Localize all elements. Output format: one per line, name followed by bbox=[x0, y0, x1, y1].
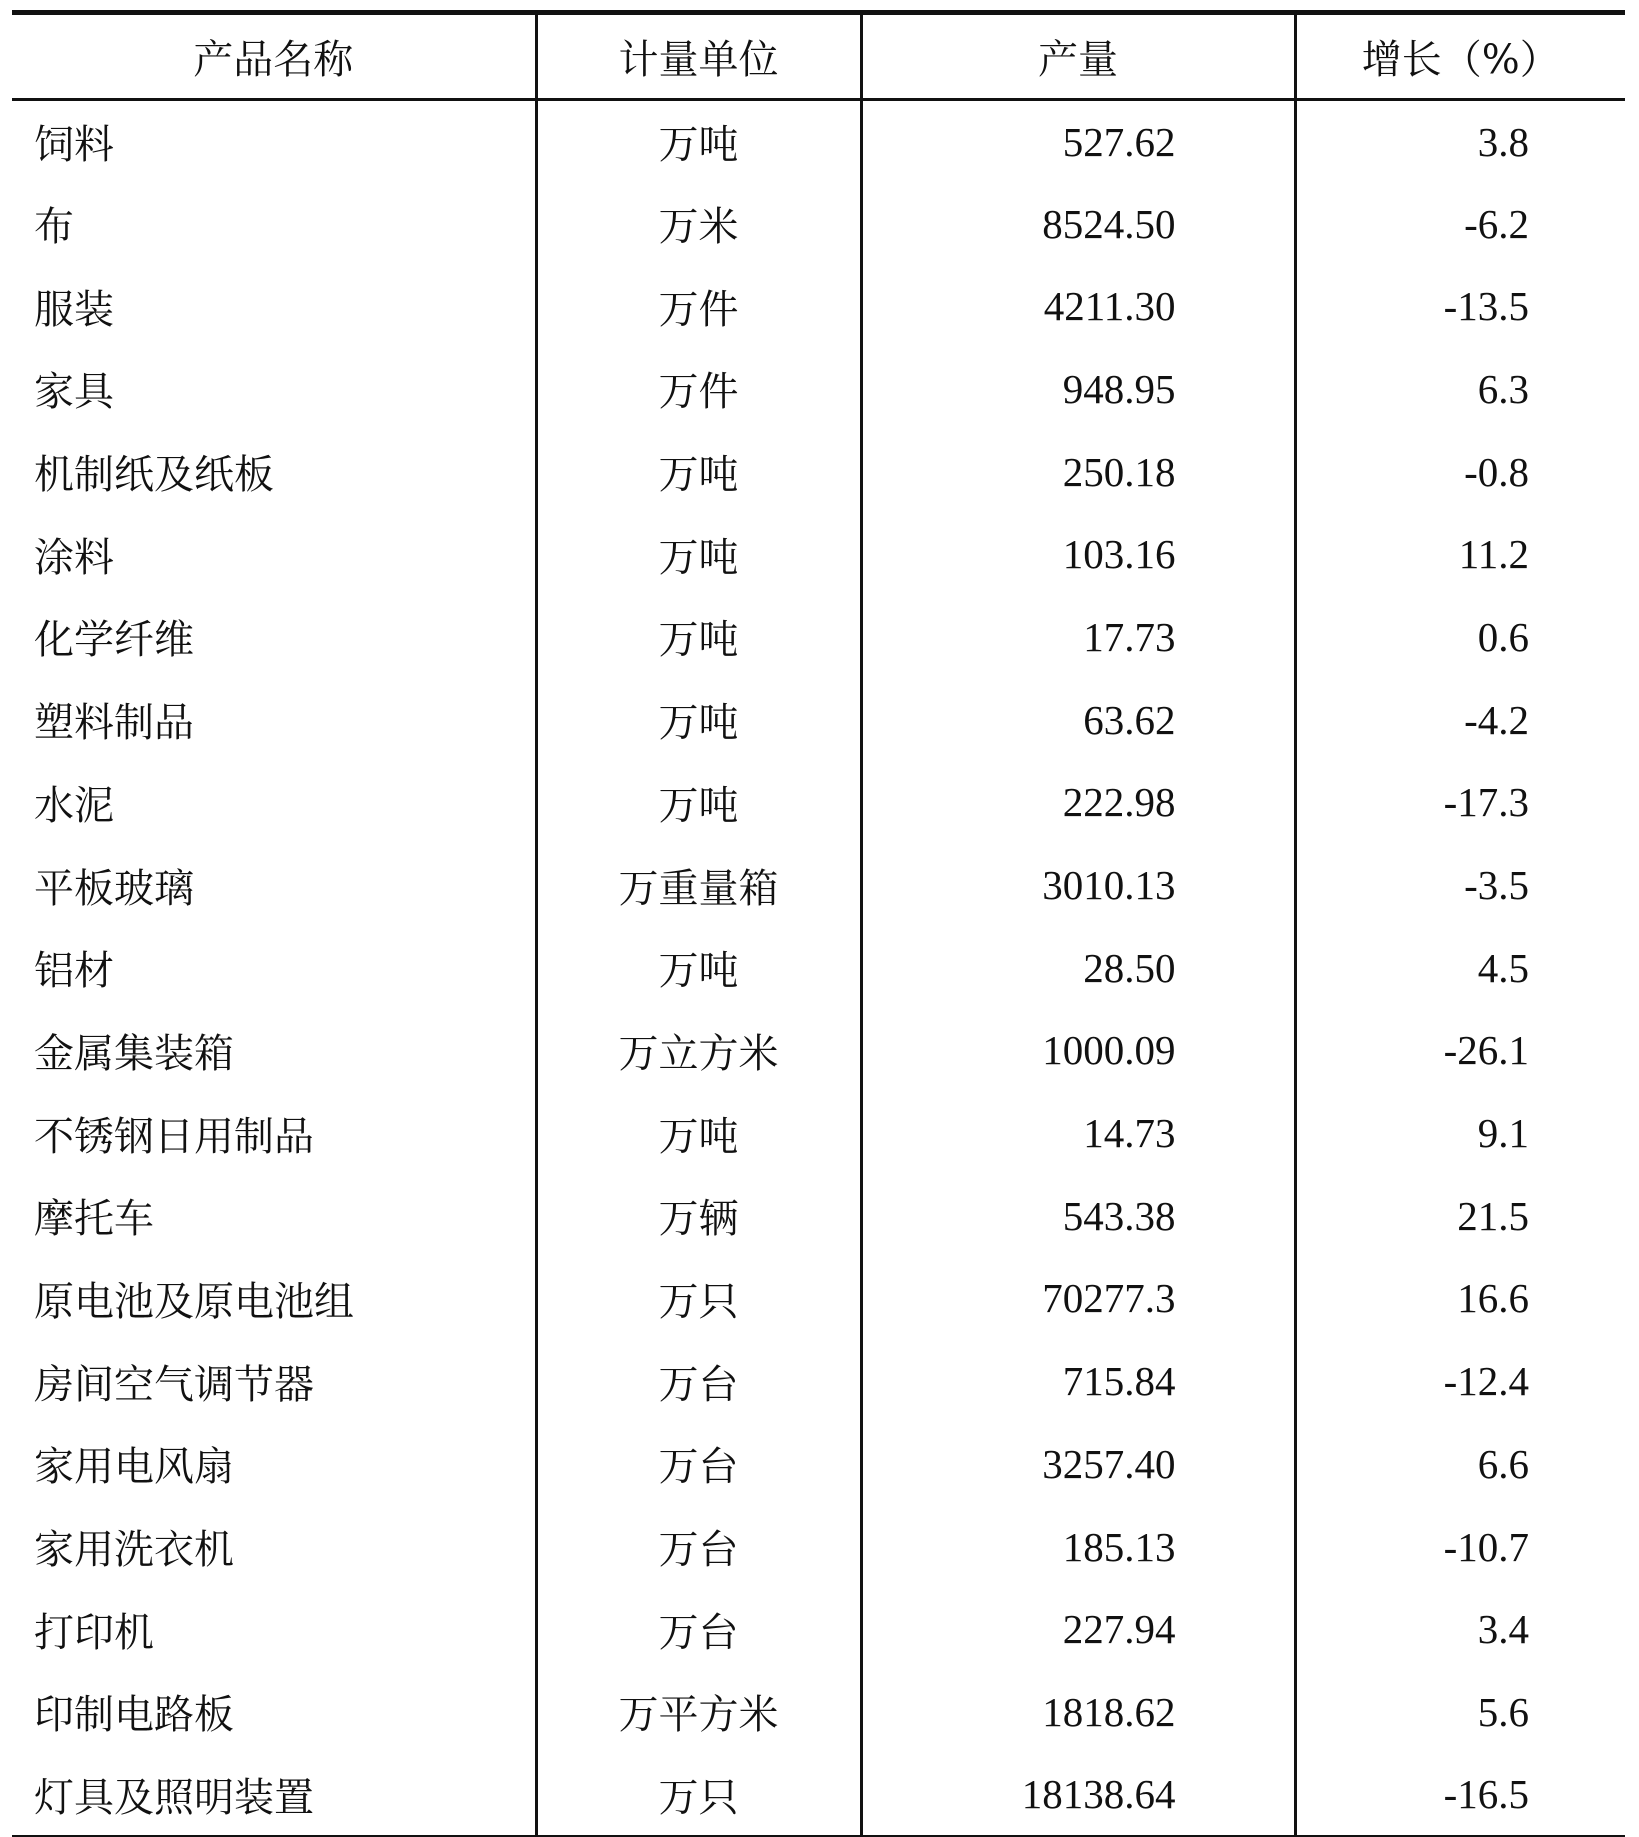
cell-unit: 万吨 bbox=[536, 100, 861, 183]
cell-growth: 11.2 bbox=[1295, 513, 1625, 596]
cell-growth: -13.5 bbox=[1295, 265, 1625, 348]
table-row bbox=[12, 182, 1625, 265]
table-row bbox=[12, 1753, 1625, 1836]
cell-product-name: 金属集装箱 bbox=[34, 1030, 234, 1077]
cell-unit: 万吨 bbox=[536, 678, 861, 761]
cell-unit: 万件 bbox=[536, 348, 861, 431]
cell-product-name: 布 bbox=[34, 204, 74, 251]
cell-product-name: 塑料制品 bbox=[34, 700, 194, 747]
cell-output: 222.98 bbox=[861, 761, 1295, 844]
cell-output: 3257.40 bbox=[861, 1423, 1295, 1506]
cell-output: 63.62 bbox=[861, 678, 1295, 761]
cell-output: 4211.30 bbox=[861, 265, 1295, 348]
cell-unit: 万台 bbox=[536, 1340, 861, 1423]
cell-growth: 6.3 bbox=[1295, 348, 1625, 431]
cell-output: 3010.13 bbox=[861, 844, 1295, 927]
cell-output: 185.13 bbox=[861, 1505, 1295, 1588]
cell-growth: -10.7 bbox=[1295, 1505, 1625, 1588]
cell-output: 103.16 bbox=[861, 513, 1295, 596]
cell-output: 227.94 bbox=[861, 1588, 1295, 1671]
cell-output: 17.73 bbox=[861, 596, 1295, 679]
table-row bbox=[12, 844, 1625, 927]
product-output-table bbox=[12, 10, 1625, 1837]
cell-product-name: 水泥 bbox=[34, 782, 114, 829]
cell-product-name: 摩托车 bbox=[34, 1196, 154, 1243]
cell-growth: 3.4 bbox=[1295, 1588, 1625, 1671]
cell-product-name: 机制纸及纸板 bbox=[34, 452, 274, 499]
cell-output: 948.95 bbox=[861, 348, 1295, 431]
cell-product-name: 家具 bbox=[34, 369, 114, 416]
table-row bbox=[12, 100, 1625, 183]
cell-product-name: 房间空气调节器 bbox=[34, 1361, 314, 1408]
cell-unit: 万辆 bbox=[536, 1174, 861, 1257]
table-row bbox=[12, 348, 1625, 431]
table-body bbox=[12, 100, 1625, 1836]
cell-product-name: 涂料 bbox=[34, 534, 114, 581]
table-row bbox=[12, 596, 1625, 679]
cell-output: 250.18 bbox=[861, 430, 1295, 513]
cell-unit: 万只 bbox=[536, 1753, 861, 1836]
header-output: 产量 bbox=[861, 13, 1295, 100]
cell-product-name: 原电池及原电池组 bbox=[34, 1278, 354, 1325]
cell-output: 1818.62 bbox=[861, 1671, 1295, 1754]
cell-growth: -12.4 bbox=[1295, 1340, 1625, 1423]
table-row bbox=[12, 926, 1625, 1009]
cell-growth: 3.8 bbox=[1295, 100, 1625, 183]
cell-output: 28.50 bbox=[861, 926, 1295, 1009]
cell-unit: 万吨 bbox=[536, 926, 861, 1009]
cell-product-name: 服装 bbox=[34, 286, 114, 333]
table-header-row bbox=[12, 13, 1625, 100]
cell-product-name: 打印机 bbox=[34, 1609, 154, 1656]
cell-unit: 万台 bbox=[536, 1423, 861, 1506]
table-row bbox=[12, 761, 1625, 844]
header-growth: 增长（%） bbox=[1295, 13, 1625, 100]
table-row bbox=[12, 1340, 1625, 1423]
cell-product-name: 家用电风扇 bbox=[34, 1444, 234, 1491]
table-row bbox=[12, 678, 1625, 761]
cell-unit: 万台 bbox=[536, 1505, 861, 1588]
table-row bbox=[12, 1174, 1625, 1257]
product-output-table-container bbox=[12, 10, 1625, 1837]
cell-output: 70277.3 bbox=[861, 1257, 1295, 1340]
table-row bbox=[12, 1092, 1625, 1175]
cell-growth: 16.6 bbox=[1295, 1257, 1625, 1340]
cell-unit: 万重量箱 bbox=[536, 844, 861, 927]
cell-product-name: 平板玻璃 bbox=[34, 865, 194, 912]
cell-product-name: 化学纤维 bbox=[34, 617, 194, 664]
cell-growth: 0.6 bbox=[1295, 596, 1625, 679]
cell-unit: 万吨 bbox=[536, 513, 861, 596]
cell-growth: 4.5 bbox=[1295, 926, 1625, 1009]
cell-output: 715.84 bbox=[861, 1340, 1295, 1423]
cell-product-name: 家用洗衣机 bbox=[34, 1527, 234, 1574]
cell-growth: -16.5 bbox=[1295, 1753, 1625, 1836]
table-row bbox=[12, 265, 1625, 348]
table-row bbox=[12, 513, 1625, 596]
cell-output: 18138.64 bbox=[861, 1753, 1295, 1836]
cell-growth: 6.6 bbox=[1295, 1423, 1625, 1506]
table-row bbox=[12, 1257, 1625, 1340]
cell-product-name: 灯具及照明装置 bbox=[12, 1753, 536, 1836]
cell-unit: 万平方米 bbox=[536, 1671, 861, 1754]
cell-growth: 5.6 bbox=[1295, 1671, 1625, 1754]
cell-growth: 21.5 bbox=[1295, 1174, 1625, 1257]
cell-product-name: 铝材 bbox=[34, 948, 114, 995]
cell-growth: -3.5 bbox=[1295, 844, 1625, 927]
cell-growth: 9.1 bbox=[1295, 1092, 1625, 1175]
cell-growth: -4.2 bbox=[1295, 678, 1625, 761]
cell-output: 14.73 bbox=[861, 1092, 1295, 1175]
cell-product-name: 饲料 bbox=[34, 122, 114, 169]
cell-unit: 万吨 bbox=[536, 1092, 861, 1175]
cell-output: 527.62 bbox=[861, 100, 1295, 183]
cell-product-name: 不锈钢日用制品 bbox=[34, 1113, 314, 1160]
header-product-name: 产品名称 bbox=[12, 13, 536, 100]
cell-unit: 万件 bbox=[536, 265, 861, 348]
cell-unit: 万吨 bbox=[536, 761, 861, 844]
table-row bbox=[12, 1009, 1625, 1092]
cell-unit: 万米 bbox=[536, 182, 861, 265]
header-unit: 计量单位 bbox=[536, 13, 861, 100]
table-row bbox=[12, 1423, 1625, 1506]
cell-growth: -26.1 bbox=[1295, 1009, 1625, 1092]
cell-output: 8524.50 bbox=[861, 182, 1295, 265]
cell-growth: -0.8 bbox=[1295, 430, 1625, 513]
cell-product-name: 印制电路板 bbox=[34, 1692, 234, 1739]
cell-unit: 万吨 bbox=[536, 430, 861, 513]
table-row bbox=[12, 1588, 1625, 1671]
cell-growth: -6.2 bbox=[1295, 182, 1625, 265]
table-row bbox=[12, 1671, 1625, 1754]
cell-unit: 万立方米 bbox=[536, 1009, 861, 1092]
cell-unit: 万台 bbox=[536, 1588, 861, 1671]
cell-output: 543.38 bbox=[861, 1174, 1295, 1257]
table-row bbox=[12, 1505, 1625, 1588]
cell-growth: -17.3 bbox=[1295, 761, 1625, 844]
table-row bbox=[12, 430, 1625, 513]
cell-output: 1000.09 bbox=[861, 1009, 1295, 1092]
cell-unit: 万只 bbox=[536, 1257, 861, 1340]
cell-unit: 万吨 bbox=[536, 596, 861, 679]
